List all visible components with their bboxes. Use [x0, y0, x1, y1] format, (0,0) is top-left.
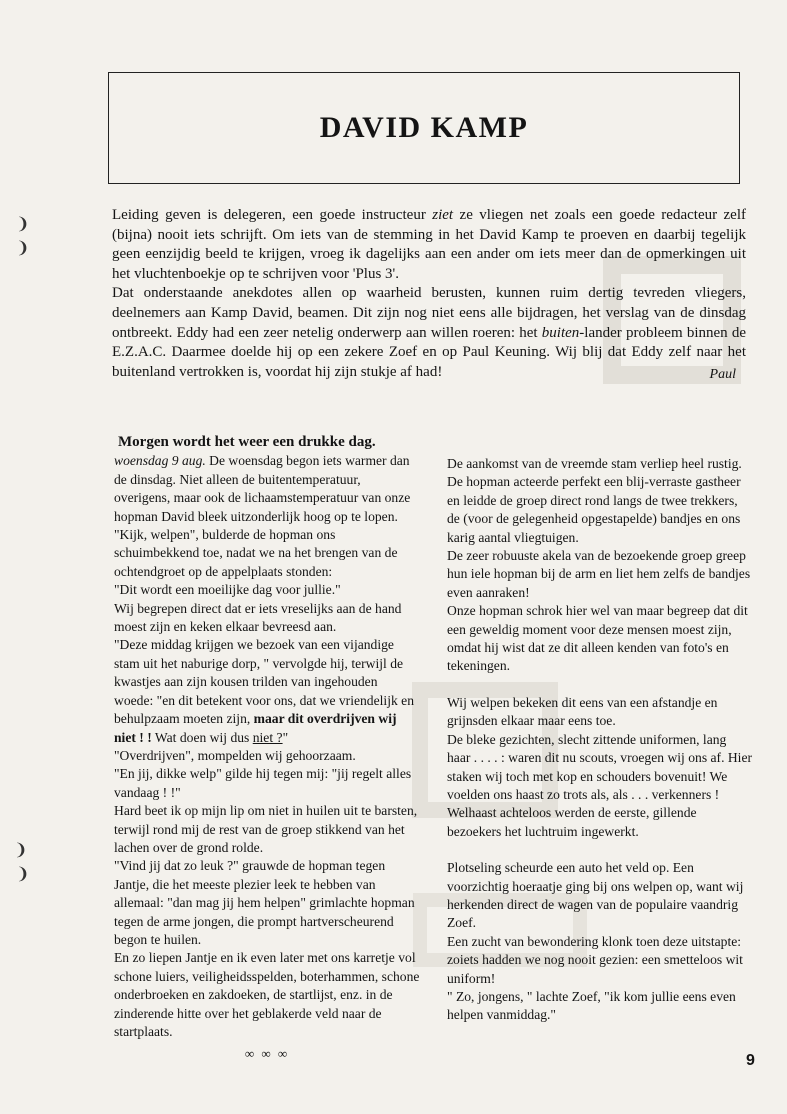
story-paragraph: De zeer robuuste akela van de bezoekende groep greep hun iele hopman bij de arm en liet hem zelfs de bandjes even aanraken!: [447, 548, 751, 600]
story-paragraph: Plotseling scheurde een auto het veld op. Een voorzichtig hoeraatje ging bij ons welpen op, want wij herkenden direct de wagen van de populaire vaandrig Zoef.: [447, 860, 744, 931]
story-paragraph: "Vind jij dat zo leuk ?" grauwde de hopman tegen Jantje, die het meeste plezier leek te hebben van allemaal: "dan mag jij hem helpen" grimlachte hopman tegen de arme jongen, die prompt hartverscheurend begon te huilen.: [114, 858, 415, 947]
story-paragraph: "Kijk, welpen", bulderde de hopman ons schuimbekkend toe, nadat we na het brengen van de ochtendgroet op de appelplaats stonden:: [114, 527, 398, 579]
intro-p2-text-a: Dat onderstaande anekdotes allen op waarheid berusten, kunnen ruim dertig tevreden vliegers, deelnemers aan Kamp David, beamen. Dit zijn nog niet eens alle bijdragen, het verslag van de dinsdag ontbreekt. Eddy had een zeer netelig onderwerp aan willen roeren: het: [112, 285, 746, 341]
intro-paragraph-1: [112, 206, 746, 284]
story-text: "Deze middag krijgen we bezoek van een vijandige stam uit het naburige dorp, " vervolgde hij, terwijl de kwastjes aan zijn kousen trilden van ingehouden woede: "en dit betekent voor ons, dat we vriendelijk en behulpzaam moeten zijn,: [114, 637, 414, 727]
intro-p1-italic: ziet: [432, 207, 454, 223]
story-paragraph: Een zucht van bewondering klonk toen deze uitstapte: zoiets hadden we nog nooit gezien: een smetteloos wit uniform!: [447, 933, 743, 986]
binding-hole-mark-icon: ❩: [14, 840, 28, 859]
story-paragraph: "En jij, dikke welp" gilde hij tegen mij: "jij regelt alles vandaag ! !": [114, 766, 412, 800]
binding-hole-mark-icon: ❩: [16, 864, 30, 883]
story-paragraph: Wij welpen bekeken dit eens van een afstandje en grijnsden elkaar maar eens toe.: [447, 694, 718, 729]
story-paragraph: Hard beet ik op mijn lip om niet in huilen uit te barsten, terwijl rond mij de rest van de groep stikkend van het lachen over de grond rolde.: [114, 803, 418, 855]
story-paragraph: [114, 452, 420, 526]
paragraph-gap: [447, 841, 753, 859]
story-title: Morgen wordt het weer een drukke dag.: [118, 434, 376, 450]
story-paragraph: Wij begrepen direct dat er iets vreselijks aan de hand moest zijn en keken elkaar bevreesd aan.: [114, 600, 402, 635]
intro-p2-text-b: -lander probleem binnen de E.Z.A.C. Daarmee doelde hij op een zekere Zoef en op Paul Keuning. Wij blij dat Eddy zelf naar het buitenland vertrokken is, voordat hij zijn stukje af had!: [112, 324, 747, 380]
page-title: DAVID KAMP: [319, 111, 529, 144]
story-dateline: woensdag 9 aug.: [114, 453, 206, 469]
story-bold-text: maar dit overdrijven wij niet ! !: [114, 711, 397, 745]
story-underlined-text: niet ?: [252, 729, 283, 745]
story-left-column: [114, 433, 420, 1064]
intro-p2-italic: buiten: [541, 324, 580, 341]
intro-signature: Paul: [709, 367, 736, 382]
story-paragraph: " Zo, jongens, " lachte Zoef, "ik kom jullie eens even helpen vanmiddag.": [447, 988, 736, 1023]
story-paragraph: De bleke gezichten, slecht zittende uniformen, lang haar . . . . : waren dit nu scouts, vroegen wij ons af. Hier staken wij toch met kop en schouders bovenuit! We voelden ons haast zo trots als, als . . . verkenners !: [447, 731, 753, 802]
ornament-separator: ∞ ∞ ∞: [244, 1046, 290, 1062]
intro-text: [112, 206, 746, 382]
paragraph-gap: [447, 676, 753, 694]
story-paragraph: En zo liepen Jantje en ik even later met ons karretje vol schone luiers, veiligheidsspelden, boterhammen, schone onderbroeken en zakdoeken, de startlijst, enz. in de zinderende hitte over het geblakerde veld naar de startplaats.: [114, 950, 420, 1039]
story-paragraph: "Overdrijven", mompelden wij gehoorzaam.: [114, 747, 356, 763]
story-text: Wat doen wij dus: [151, 729, 253, 745]
story-paragraph: "Dit wordt een moeilijke dag voor jullie.": [114, 582, 341, 598]
story-right-column: [447, 455, 753, 1025]
story-paragraph: Welhaast achteloos werden de eerste, gillende bezoekers het luchtruim ingewerkt.: [447, 805, 697, 839]
story-paragraph: [114, 636, 420, 746]
story-paragraph: Onze hopman schrok hier wel van maar begreep dat dit een geweldig moment voor deze mensen moest zijn, omdat hij wist dat ze dit alleen kenden van foto's en tekeningen.: [447, 603, 748, 674]
binding-hole-mark-icon: ❩: [16, 238, 30, 257]
story-text: De woensdag begon iets warmer dan de dinsdag. Niet alleen de buitentemperatuur, overigens, maar ook de lichaamstemperatuur van onze hopman David bleek uitzonderlijk hoog op te lopen.: [114, 453, 411, 524]
story-paragraph: De aankomst van de vreemde stam verliep heel rustig. De hopman acteerde perfekt een blij-verraste gastheer en leidde de groep direct rond langs de twee trekkers, de (voor de gelegenheid opgestapelde) bandjes en ons karig aantal vliegtuigen.: [447, 456, 742, 545]
binding-hole-mark-icon: ❩: [16, 214, 30, 233]
title-box: [108, 72, 740, 184]
page-number: 9: [746, 1052, 755, 1069]
story-text: ": [282, 729, 289, 745]
intro-p1-text-b: ze vliegen net zoals een goede redacteur zelf (bijna) nooit iets schrijft. Om iets van de stemming in het David Kamp te proeven en daarbij tegelijk geen eenzijdig beeld te krijgen, vroeg ik dagelijks aan een ander om iets meer dan de opmerkingen uit het vluchtenboekje op te schrijven voor 'Plus 3'.: [112, 207, 747, 282]
intro-p1-text-a: Leiding geven is delegeren, een goede instructeur: [112, 207, 433, 223]
